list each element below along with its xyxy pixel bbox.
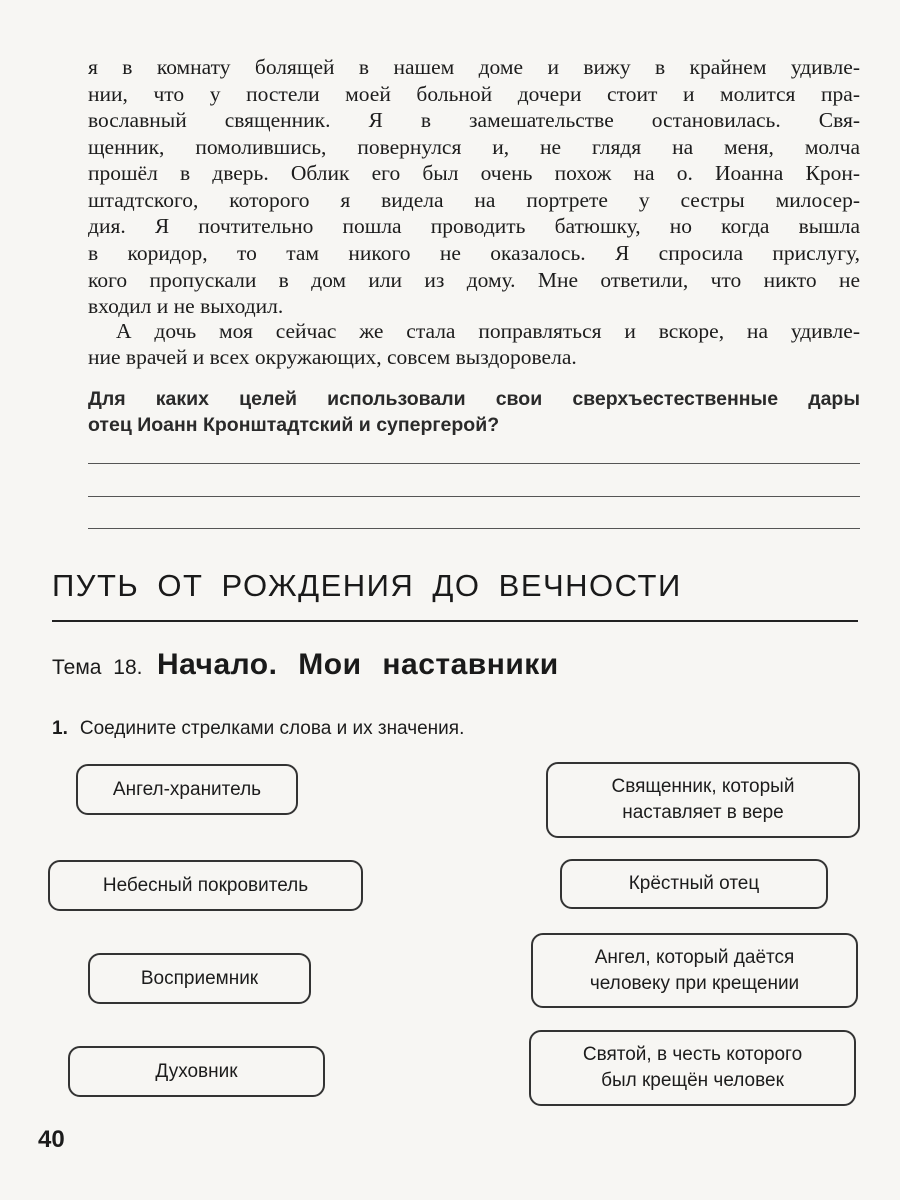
answer-line[interactable] xyxy=(88,463,860,464)
word-box-confessor[interactable] xyxy=(68,1046,325,1097)
task-instruction xyxy=(52,718,464,740)
story-line: я в комнату болящей в нашем доме и вижу в крайнем удивле- xyxy=(88,55,860,79)
word-box-heavenly-patron[interactable] xyxy=(48,860,363,911)
page-number: 40 xyxy=(38,1126,65,1153)
meaning-line: Священник, который xyxy=(611,776,795,797)
meaning-line: наставляет в вере xyxy=(622,802,784,823)
topic-prefix: Тема 18. xyxy=(52,656,143,679)
word-label: Восприемник xyxy=(140,967,259,989)
word-label: Духовник xyxy=(155,1060,238,1082)
question-line: Для каких целей использовали свои сверхъестественные дары xyxy=(88,388,860,410)
section-divider xyxy=(52,620,858,622)
meaning-line: Ангел, который даётся xyxy=(594,946,795,968)
meaning-line: Святой, в честь которого xyxy=(582,1044,803,1065)
word-box-guardian-angel[interactable] xyxy=(76,764,298,815)
task-number: 1. xyxy=(52,718,68,739)
story-line: щенник, помолившись, повернулся и, не глядя на меня, молча xyxy=(88,135,860,159)
story-line: кого пропускали в дом или из дому. Мне ответили, что никто не xyxy=(88,268,860,292)
story-line: нии, что у постели моей больной дочери стоит и молится пра- xyxy=(88,82,860,106)
story-line: прошёл в дверь. Облик его был очень похож на о. Иоанна Крон- xyxy=(88,161,860,185)
word-box-godparent[interactable] xyxy=(88,953,311,1004)
meaning-box-godfather[interactable] xyxy=(560,859,828,909)
meaning-box-angel[interactable] xyxy=(531,933,858,1008)
story-line: А дочь моя сейчас же стала поправляться и вскоре, на удивле- xyxy=(116,319,860,343)
section-title: ПУТЬ ОТ РОЖДЕНИЯ ДО ВЕЧНОСТИ xyxy=(52,568,682,603)
meaning-box-saint[interactable] xyxy=(529,1030,856,1106)
story-line: входил и не выходил. xyxy=(88,294,284,318)
meaning-line: был крещён человек xyxy=(601,1070,784,1091)
story-line: в коридор, то там никого не оказалось. Я спросила прислугу, xyxy=(88,241,860,265)
meaning-box-priest[interactable] xyxy=(546,762,860,838)
task-text: Соедините стрелками слова и их значения. xyxy=(79,718,465,739)
word-label: Ангел-хранитель xyxy=(112,778,262,800)
meaning-line: человеку при крещении xyxy=(589,972,800,994)
story-line: ние врачей и всех окружающих, совсем выздоровела. xyxy=(88,345,577,369)
question-line: отец Иоанн Кронштадтский и супергерой? xyxy=(88,414,500,436)
topic-heading xyxy=(52,648,559,682)
story-line: штадтского, которого я видела на портрете у сестры милосер- xyxy=(88,188,860,212)
topic-title: Начало. Мои наставники xyxy=(156,648,559,681)
word-label: Небесный покровитель xyxy=(102,874,309,896)
meaning-line: Крёстный отец xyxy=(628,873,760,894)
answer-line[interactable] xyxy=(88,496,860,497)
story-line: вославный священник. Я в замешательстве остановилась. Свя- xyxy=(88,108,860,132)
answer-line[interactable] xyxy=(88,528,860,529)
story-line: дия. Я почтительно пошла проводить батюшку, но когда вышла xyxy=(88,214,860,238)
